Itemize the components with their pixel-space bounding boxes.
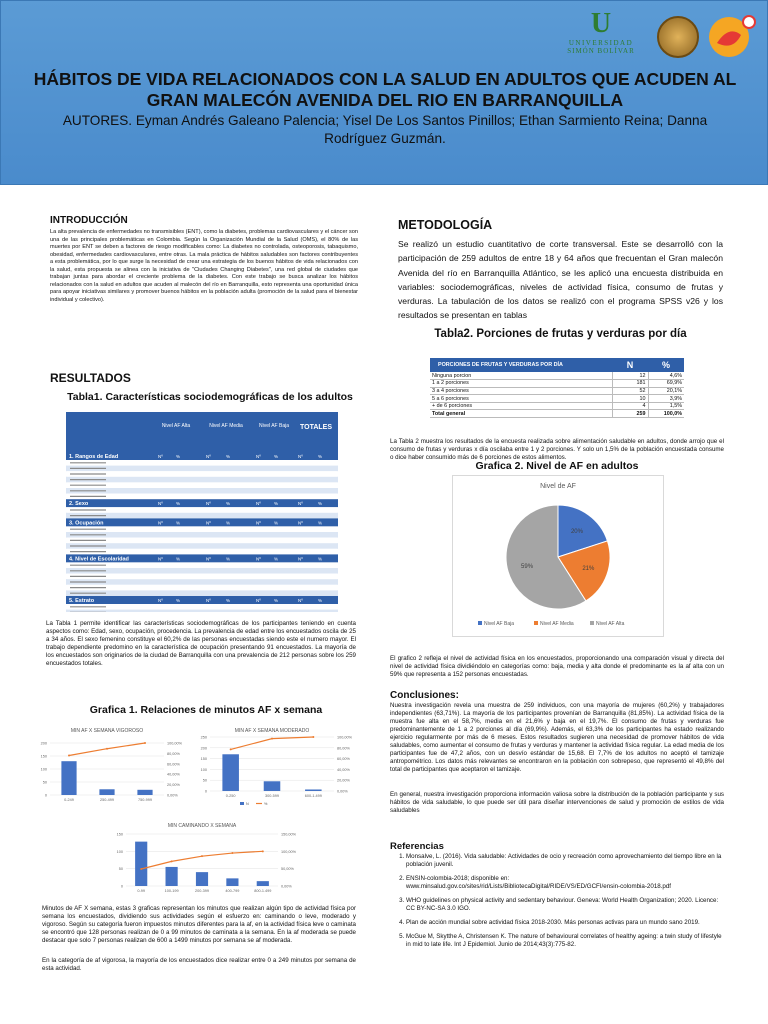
table1-section-label: 5. Estrato [69, 598, 95, 604]
y2-tick-label: 100,00% [337, 735, 352, 740]
table1-header-cell: Nº [158, 598, 163, 603]
table1-section-label: 2. Sexo [69, 501, 89, 508]
table1-header-cell: Nº [298, 598, 303, 603]
table1-header-cell: % [274, 501, 279, 507]
table2-cell: 181 [612, 380, 648, 388]
table2-cell: Ninguna porcion [430, 372, 612, 380]
table1-header-cell: Nº [298, 454, 303, 459]
references-heading: Referencias [390, 841, 444, 852]
t2-col-pct: % [648, 358, 684, 372]
table1-header-cell: Nº [206, 556, 211, 562]
legend-label: % [264, 802, 268, 806]
x-tick-label: 200-399 [195, 889, 209, 893]
t1-nivel-alta: Nivel AF Alta [161, 423, 191, 429]
table1-header-cell: % [226, 520, 231, 526]
pie-value-label: 20% [570, 528, 583, 535]
x-tick-label: 800-1.499 [254, 889, 272, 893]
line-point [106, 748, 108, 750]
poster-title: HÁBITOS DE VIDA RELACIONADOS CON LA SALUD EN ADULTOS QUE ACUDEN AL GRAN MALECÓN AVENIDA DEL RIO EN BARRANQUILLA [33, 69, 737, 110]
x-tick-label: 250-499 [100, 798, 114, 802]
table1-section-label: 4. Nivel de Escolaridad [69, 556, 129, 563]
reference-item: 4. Plan de acción mundial sobre actividad física 2018-2030. Más personas activas para un mundo sano 2019. [406, 919, 722, 927]
legend-swatch [478, 621, 482, 625]
poster-authors: AUTORES. Eyman Andrés Galeano Palencia; Yisel De Los Santos Pinillos; Ethan Sarmiento Reina; Danna Rodríguez Guzmán. [62, 113, 708, 146]
chart-title: MIN CAMINANDO X SEMANA [167, 823, 237, 829]
x-tick-label: 0-249 [64, 798, 74, 802]
line-point [144, 742, 146, 744]
line-point [312, 736, 314, 738]
y2-tick-label: 0,00% [167, 793, 178, 798]
table2-cell: 69,9% [648, 380, 684, 388]
table1-row [66, 604, 338, 610]
y2-tick-label: 100,00% [167, 741, 182, 746]
x-tick-label: 300-599 [265, 794, 279, 798]
chart-nivel-af [452, 475, 664, 637]
seal-icon [657, 16, 699, 58]
y2-tick-label: 20,00% [167, 783, 180, 788]
chart-vigoroso [36, 725, 186, 807]
line-point [201, 855, 203, 857]
table2-row [430, 372, 684, 380]
table2-cell: 1,5% [648, 402, 684, 410]
t1-nivel-media: Nivel AF Media [209, 423, 243, 429]
t1-totales: TOTALES [299, 424, 333, 431]
table1-header-cell: Nº [206, 520, 211, 526]
table1-header-cell: Nº [158, 556, 163, 562]
reference-item: 1. Monsalve, L. (2016). Vida saludable: Actividades de ocio y recreación como aprovechamiento del tiempo libre en la población juvenil. [406, 853, 722, 869]
table1-row [66, 568, 338, 574]
y-tick-label: 50 [118, 867, 123, 872]
bar [222, 754, 239, 791]
line-point [262, 850, 264, 852]
table2-cell: + de 6 porciones [430, 402, 612, 410]
y-tick-label: 100 [40, 767, 47, 772]
table1-row [66, 471, 338, 477]
y2-tick-label: 40,00% [337, 767, 350, 772]
y2-tick-label: 60,00% [167, 762, 180, 767]
chart2-text: El grafico 2 refleja el nivel de actividad física en los encuestados, proporcionando una comparación visual y directa del nivel de actividad física dividiéndolo en categorías como: baja, media y alta donde el predominante es la af alta con un 59% que representa a 152 personas encuestadas. [390, 655, 724, 678]
legend-swatch [240, 802, 244, 805]
table1-row [66, 532, 338, 538]
chart-moderado [196, 725, 366, 807]
x-tick-label: 0-99 [137, 889, 146, 893]
chart-title: MIN AF X SEMANA VIGOROSO [70, 728, 144, 734]
table1-header-cell: % [274, 520, 279, 526]
chart-title: MIN AF X SEMANA MODERADO [234, 728, 310, 734]
line-point [140, 868, 142, 870]
table1-header-cell: % [318, 520, 323, 526]
x-tick-label: 0-250 [225, 794, 236, 798]
table2-cell: Total general [430, 410, 612, 418]
table1-section-label: 1. Rangos de Edad [69, 454, 119, 460]
logo-line1: UNIVERSIDAD [568, 39, 634, 47]
table1-row [66, 477, 338, 483]
y-tick-label: 150 [200, 757, 207, 762]
y2-tick-label: 40,00% [167, 772, 180, 777]
y-tick-label: 200 [200, 746, 207, 751]
y-tick-label: 100 [200, 767, 207, 772]
conclusions-text: Nuestra investigación revela una muestra de 259 individuos, con una mayoría de mujeres (60,2%) y trabajadores independientes (63,71%). La mayoría de los participantes provenían de Barranquilla (81,85%). La actividad física de la muestra fue alta en el 58,7%, media en el 21,6% y baja en el 19,7%. El consumo de frutas y verduras fue predominantemente de 1 a 2 porciones al día (69,9%). Además, el 63,3% de los participantes ha estado realizando ejercicio regularmente por más de 6 meses. Estos resultados sugieren una necesidad de promover hábitos de vida saludables, como aumentar el consumo de frutas y verduras y mantener la actividad física regular. La edad media de los participantes fue de 47,2 años, con un desvío estándar de 15,68. El 7,7% de los adultos no aceptó el tamizaje antropométrico. Los datos más relevantes se encontraron en la población con sobrepeso, que representó el 49,8% del total de participantes que aceptaron el tamizaje. [390, 702, 724, 773]
y-tick-label: 200 [40, 741, 47, 746]
table1-title: Tabla1. Características sociodemográficas de los adultos [67, 391, 353, 403]
table1-row [66, 466, 338, 472]
s2-logo-icon [707, 13, 757, 59]
method-text: Se realizó un estudio cuantitativo de corte transversal. Este se desarrolló con la participación de 259 adultos de entre 18 y 64 años que frecuentan el Gran malecón Avenida del río en Barranquilla Atlántico, se les aplicó una encuesta distribuida en variables: sociodemográficas, niveles de actividad física, consumo de frutas y verduras. La tabulación de los datos se realizó con el programa SPSS v26 y los resultados se presentan en tablas [398, 239, 723, 321]
y-tick-label: 0 [204, 789, 207, 794]
table1-header-cell: % [176, 598, 181, 603]
y-tick-label: 0 [120, 884, 123, 889]
table1-header-cell: % [318, 598, 323, 603]
table1-row [66, 585, 338, 591]
table1-row [66, 579, 338, 585]
chart-caminando [110, 820, 300, 900]
bar [264, 781, 281, 791]
line-point [271, 738, 273, 740]
y2-tick-label: 80,00% [167, 751, 180, 756]
table1-header-cell: Nº [256, 454, 261, 459]
chart1-text2: En la categoría de af vigorosa, la mayoría de los encuestados dice realizar entre 0 a 249 minutos por semana de esta actividad. [42, 957, 356, 972]
table1-header-cell: % [176, 454, 181, 459]
line-point [171, 860, 173, 862]
y-tick-label: 50 [202, 778, 207, 783]
table2-cell: 20,1% [648, 387, 684, 395]
reference-item: 3. WHO guidelines on physical activity and sedentary behaviour. Geneva: World Health Organization; 2020. Licence: CC BY-NC-SA 3.0 IGO. [406, 897, 722, 913]
intro-text: La alta prevalencia de enfermedades no transmisibles (ENT), como la diabetes, problemas cardiovasculares y el cáncer son una de las principales problemáticas en Colombia. Según la Organización Mundial de la Salud (OMS), el 80% de las muertes por ENT se deben a factores de riesgo modificables como: La diabetes no controlada, osteoporosis, tabaquismo, obesidad, enfermedades cardiovasculares, entre otras. La mala práctica de hábitos saludables son factores contribuyentes a esta problemática, por lo que surge la necesidad de crear una estrategia de los buenos hábitos de vida relacionados con la salud, esta propuesta se alinea con la iniciativa de "Ciudades Changing Diabetes", una red global de ciudades que trabajan juntas para abordar el creciente problema de la diabetes. Con este trabajo se busca analizar los hábitos relacionados con la salud en adultos que acuden al malecón del río en Barranquilla, esto representa una oportunidad única para apoyar iniciativas similares y promover buenos hábitos en la población adulta (promoción de la salud para el bienestar individual y colectivo). [50, 229, 358, 303]
chart-title: Nivel de AF [540, 483, 576, 490]
y-tick-label: 100 [116, 849, 123, 854]
table1-row [66, 574, 338, 580]
table2-cell: 5 a 6 porciones [430, 395, 612, 403]
y-tick-label: 250 [200, 735, 207, 740]
table1-header-cell: % [226, 556, 231, 562]
y2-tick-label: 0,00% [337, 789, 348, 794]
table1-header-cell: Nº [158, 520, 163, 526]
table1-section-label: 3. Ocupación [69, 520, 104, 527]
bar [196, 872, 208, 886]
table2-title: Tabla2. Porciones de frutas y verduras por día [434, 328, 687, 340]
table2-row [430, 395, 684, 403]
chart2-title: Grafica 2. Nivel de AF en adultos [475, 460, 639, 472]
table1-header-cell: Nº [298, 520, 303, 526]
table2-row [430, 402, 684, 410]
table1-header-cell: % [176, 556, 181, 562]
table1-row [66, 488, 338, 494]
table1-header-cell: Nº [256, 520, 261, 526]
table1-header-cell: % [226, 598, 231, 603]
references-list [400, 853, 722, 955]
y2-tick-label: 20,00% [337, 778, 350, 783]
table1-header-cell: Nº [158, 454, 163, 459]
table1-header-cell: Nº [298, 501, 303, 507]
table2-text: La Tabla 2 muestra los resultados de la encuesta realizada sobre alimentación saludable en adultos, donde arrojo que el consumo de frutas y verduras x día oscilaba entre 1 y 2 porciones. Y solo un 1,5% de la población encuestada consume o dice haber consumido más de 6 porciones de estos alimentos. [390, 438, 724, 461]
logo-line2: SIMÓN BOLÍVAR [567, 47, 635, 55]
legend-label: Nivel AF Alta [596, 621, 625, 627]
table1-header-cell: % [274, 454, 279, 459]
table1 [66, 412, 338, 612]
table2-cell: 3 a 4 porciones [430, 387, 612, 395]
table2-cell: 4,6% [648, 372, 684, 380]
line-point [231, 852, 233, 854]
table1-header-cell: Nº [206, 501, 211, 507]
table1-row [66, 513, 338, 519]
table1-header-cell: Nº [256, 598, 261, 603]
y2-tick-label: 100,00% [281, 849, 296, 854]
line-point [68, 754, 70, 756]
y-tick-label: 0 [44, 793, 47, 798]
bar [305, 789, 322, 791]
legend-swatch [590, 621, 594, 625]
legend-swatch [534, 621, 538, 625]
table1-header-cell: % [176, 501, 181, 507]
y2-tick-label: 150,00% [281, 832, 296, 837]
t2-col-porciones: PORCIONES DE FRUTAS Y VERDURAS POR DÍA [430, 358, 612, 372]
reference-item: 2. ENSIN-colombia-2018; disponible en: www.minsalud.gov.co/sites/rid/Lists/BibliotecaDigital/RIDE/VS/ED/GCFI/ensin-colombia-2018.pdf [406, 875, 722, 891]
bar [137, 790, 152, 795]
table2-cell: 3,9% [648, 395, 684, 403]
x-tick-label: 750-999 [138, 798, 152, 802]
y-tick-label: 50 [42, 780, 47, 785]
table1-row [66, 543, 338, 549]
results-heading: RESULTADOS [50, 371, 131, 385]
table2-cell: 12 [612, 372, 648, 380]
t1-nivel-baja: Nivel AF Baja [258, 423, 290, 429]
bar [166, 867, 178, 886]
x-tick-label: 600-1.499 [304, 794, 322, 798]
x-tick-label: 100-199 [164, 889, 179, 893]
y-tick-label: 150 [116, 832, 123, 837]
table2-cell: 100,0% [648, 410, 684, 418]
y2-tick-label: 60,00% [337, 757, 350, 762]
intro-heading: INTRODUCCIÓN [50, 215, 128, 226]
reference-item: 5. McGue M, Skytthe A, Christensen K. The nature of behavioural correlates of healthy ageing: a twin study of lifestyle in mid to late life. Int J Epidemiol. Junio de 2014;43(3):775-82. [406, 933, 722, 949]
poster-header [0, 0, 768, 185]
table2-cell: 259 [612, 410, 648, 418]
university-logo-mark: U [590, 8, 612, 39]
table1-header-cell: Nº [298, 556, 303, 562]
cumulative-line [141, 851, 263, 869]
table2-cell: 52 [612, 387, 648, 395]
table1-header-cell: % [274, 598, 279, 603]
table1-row [66, 526, 338, 532]
legend-label: N [246, 802, 249, 806]
y2-tick-label: 50,00% [281, 867, 294, 872]
table1-header-cell: % [318, 501, 323, 507]
table1-row [66, 549, 338, 555]
method-heading: METODOLOGÍA [398, 218, 493, 232]
table1-row [66, 538, 338, 544]
table1-row [66, 562, 338, 568]
table1-header-cell: % [318, 454, 323, 459]
table1-header-cell: Nº [206, 598, 211, 603]
table1-header-cell: Nº [158, 501, 163, 507]
table2 [430, 358, 684, 418]
table1-header-cell: % [226, 454, 231, 459]
bar [135, 842, 147, 886]
y-tick-label: 150 [40, 754, 47, 759]
table1-header-cell: % [226, 501, 231, 507]
conclusions-heading: Conclusiones: [390, 690, 459, 701]
table1-header-cell: % [274, 556, 279, 562]
table1-text: La Tabla 1 permite identificar las características sociodemográficas de los participantes teniendo en cuenta aspectos como: Edad, sexo, ocupación, procedencia. La prevalencia de edad entre los encuestados oscila de 25 a 34 años. El sexo femenino constituye el 60,2% de las personas encuestadas siendo este el numero mayor. El trabajo dependiente predomino en la característica de ocupación presentando 91 encuestados. La mayoría de los encuestados son originarios de la ciudad de Barranquilla con una prevalencia de 212 personas sobre los 259 encuestados totales. [46, 620, 356, 667]
x-tick-label: 400-799 [225, 889, 240, 893]
table1-header-cell: % [318, 556, 323, 562]
table2-cell: 4 [612, 402, 648, 410]
bar [226, 878, 238, 886]
table2-cell: 1 a 2 porciones [430, 380, 612, 388]
table1-row [66, 590, 338, 596]
table1-header-cell: Nº [256, 556, 261, 562]
chart1-title: Grafica 1. Relaciones de minutos AF x semana [89, 704, 323, 716]
table1-header-cell: % [176, 520, 181, 526]
legend-label: Nivel AF Media [540, 621, 574, 627]
conclusions-text2: En general, nuestra investigación proporciona información valiosa sobre la distribución de la población participante y sus hábitos de vida saludable, lo que puede ser útil para diseñar intervenciones de salud y promoción de estilos de vida saludables [390, 791, 724, 814]
table2-row [430, 380, 684, 388]
table2-cell: 10 [612, 395, 648, 403]
line-point [230, 748, 232, 750]
bar [99, 789, 114, 795]
y2-tick-label: 80,00% [337, 746, 350, 751]
pie-value-label: 21% [582, 565, 595, 572]
table1-row [66, 482, 338, 488]
table1-header-cell: Nº [256, 501, 261, 507]
bar [257, 881, 269, 886]
t2-col-n: N [612, 358, 648, 372]
university-logo [561, 9, 641, 65]
bar [61, 761, 76, 795]
pie-value-label: 59% [521, 563, 534, 570]
table1-row [66, 610, 338, 612]
table2-row [430, 410, 684, 418]
table1-row [66, 460, 338, 466]
table1-header-cell: Nº [206, 454, 211, 459]
table2-row [430, 387, 684, 395]
table1-row [66, 507, 338, 513]
y2-tick-label: 0,00% [281, 884, 292, 889]
legend-label: Nivel AF Baja [484, 621, 515, 627]
chart1-text: Minutos de AF X semana, estas 3 graficas representan los minutos que realizan algún tipo de actividad física por semana los encuestados, dividiendo sus actividades según el esfuerzo en: caminando o leve, moderado y vigoroso. Según su categoría fueron impuestos minutos diferentes para la af, en la actividad física leve o caminata se encontró que 128 personas realizan de 0 a 99 minutos de caminata a la semana. En la af moderada se puede destacar que solo 7 personas realizan de 600 a 1499 minutos por semana se af moderada. [42, 905, 356, 944]
table1-row [66, 494, 338, 500]
